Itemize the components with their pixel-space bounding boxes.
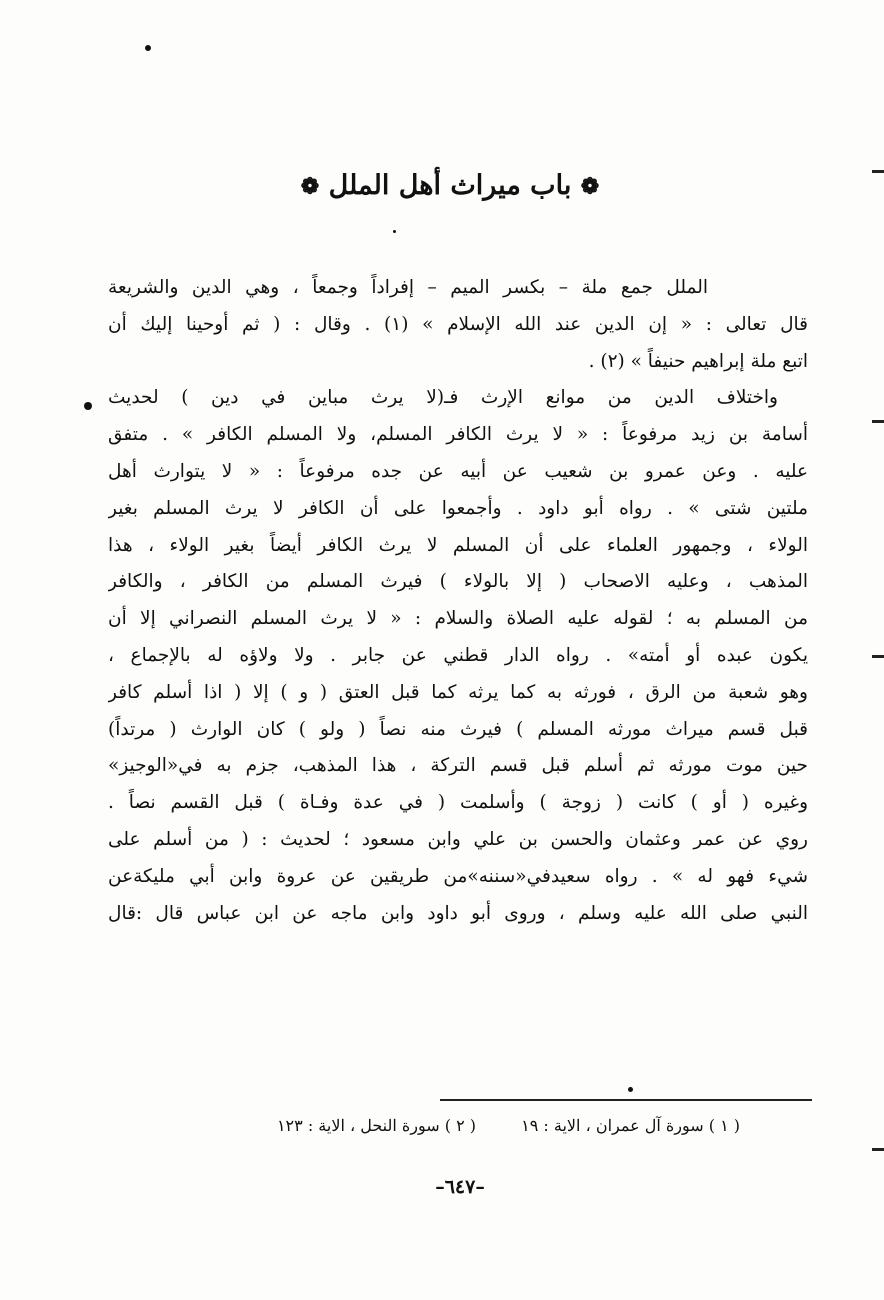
footnote-1: ( ١ ) سورة آل عمران ، الاية : ١٩ (521, 1116, 740, 1135)
page-number: –٦٤٧– (435, 1176, 485, 1198)
text-line: قبل قسم ميراث مورثه المسلم ) فيرث منه نصاً ( ولو ) كان الوارث ( مرتداً) (108, 718, 808, 740)
text-line: حين موت مورثه ثم أسلم قبل قسم التركة ، هذا المذهب، جزم به في«الوجيز» (108, 755, 808, 777)
text-line: يكون عبده أو أمته» . رواه الدار قطني عن جابر . ولا ولاؤه له بالإجماع ، (108, 644, 808, 666)
text-line: اتبع ملة إبراهيم حنيفاً » (٢) . (588, 350, 808, 372)
scan-speck (145, 45, 151, 51)
text-line: شيء فهو له » . رواه سعيدفي«سننه»من طريقين عن عروة وابن أبي مليكةعن (108, 865, 808, 887)
text-line: ملتين شتى » . رواه أبو داود . وأجمعوا على أن الكافر لا يرث المسلم بغير (108, 497, 808, 519)
footnote-2: ( ٢ ) سورة النحل ، الاية : ١٢٣ (276, 1116, 477, 1135)
text-line: وهو شعبة من الرق ، فورثه به كما يرثه كما قبل العتق ( و ) إلا ( اذا أسلم كافر (108, 681, 808, 703)
scan-edge-mark (872, 655, 884, 658)
text-line: أسامة بن زيد مرفوعاً : « لا يرث الكافر المسلم، ولا المسلم الكافر » . متفق (108, 424, 808, 446)
text-line: الملل جمع ملة – بكسر الميم – إفراداً وجمعاً ، وهي الدين والشريعة (108, 277, 708, 298)
scan-speck (393, 230, 396, 233)
scan-edge-mark (872, 420, 884, 423)
text-line: واختلاف الدين من موانع الإرث فـ(لا يرث مباين في دين ) لحديث (108, 387, 778, 409)
text-line: قال تعالى : « إن الدين عند الله الإسلام » (١) . وقال : ( ثم أوحينا إليك أن (108, 313, 808, 335)
scan-edge-mark (872, 1148, 884, 1151)
text-line: الولاء ، وجمهور العلماء على أن المسلم لا يرث الكافر أيضاً بغير الولاء ، هذا (108, 534, 808, 556)
chapter-heading (120, 170, 780, 201)
scan-speck (628, 1087, 633, 1092)
text-line: روي عن عمر وعثمان والحسن بن علي وابن مسعود ؛ لحديث : ( من أسلم على (108, 828, 808, 850)
footnote-divider (440, 1099, 812, 1101)
text-line: عليه . وعن عمرو بن شعيب عن أبيه عن جده مرفوعاً : « لا يتوارث أهل (108, 460, 808, 482)
scan-speck (84, 402, 92, 410)
chapter-title: باب ميراث أهل الملل (328, 170, 572, 201)
text-line: وغيره ( أو ) كانت ( زوجة ) وأسلمت ( في عدة وفـاة ) قبل القسم نصاً . (108, 792, 808, 814)
ornament-left-icon: ❁ (580, 173, 600, 200)
body-text (108, 270, 808, 932)
ornament-right-icon: ❁ (300, 173, 320, 200)
text-line: النبي صلى الله عليه وسلم ، وروى أبو داود وابن ماجه عن ابن عباس قال :قال (108, 902, 808, 924)
footnotes (120, 1116, 740, 1135)
text-line: من المسلم به ؛ لقوله عليه الصلاة والسلام : « لا يرث المسلم النصراني إلا أن (108, 608, 808, 630)
text-line: المذهب ، وعليه الاصحاب ( إلا بالولاء ) فيرث المسلم من الكافر ، والكافر (108, 571, 808, 593)
scan-edge-mark (872, 170, 884, 173)
